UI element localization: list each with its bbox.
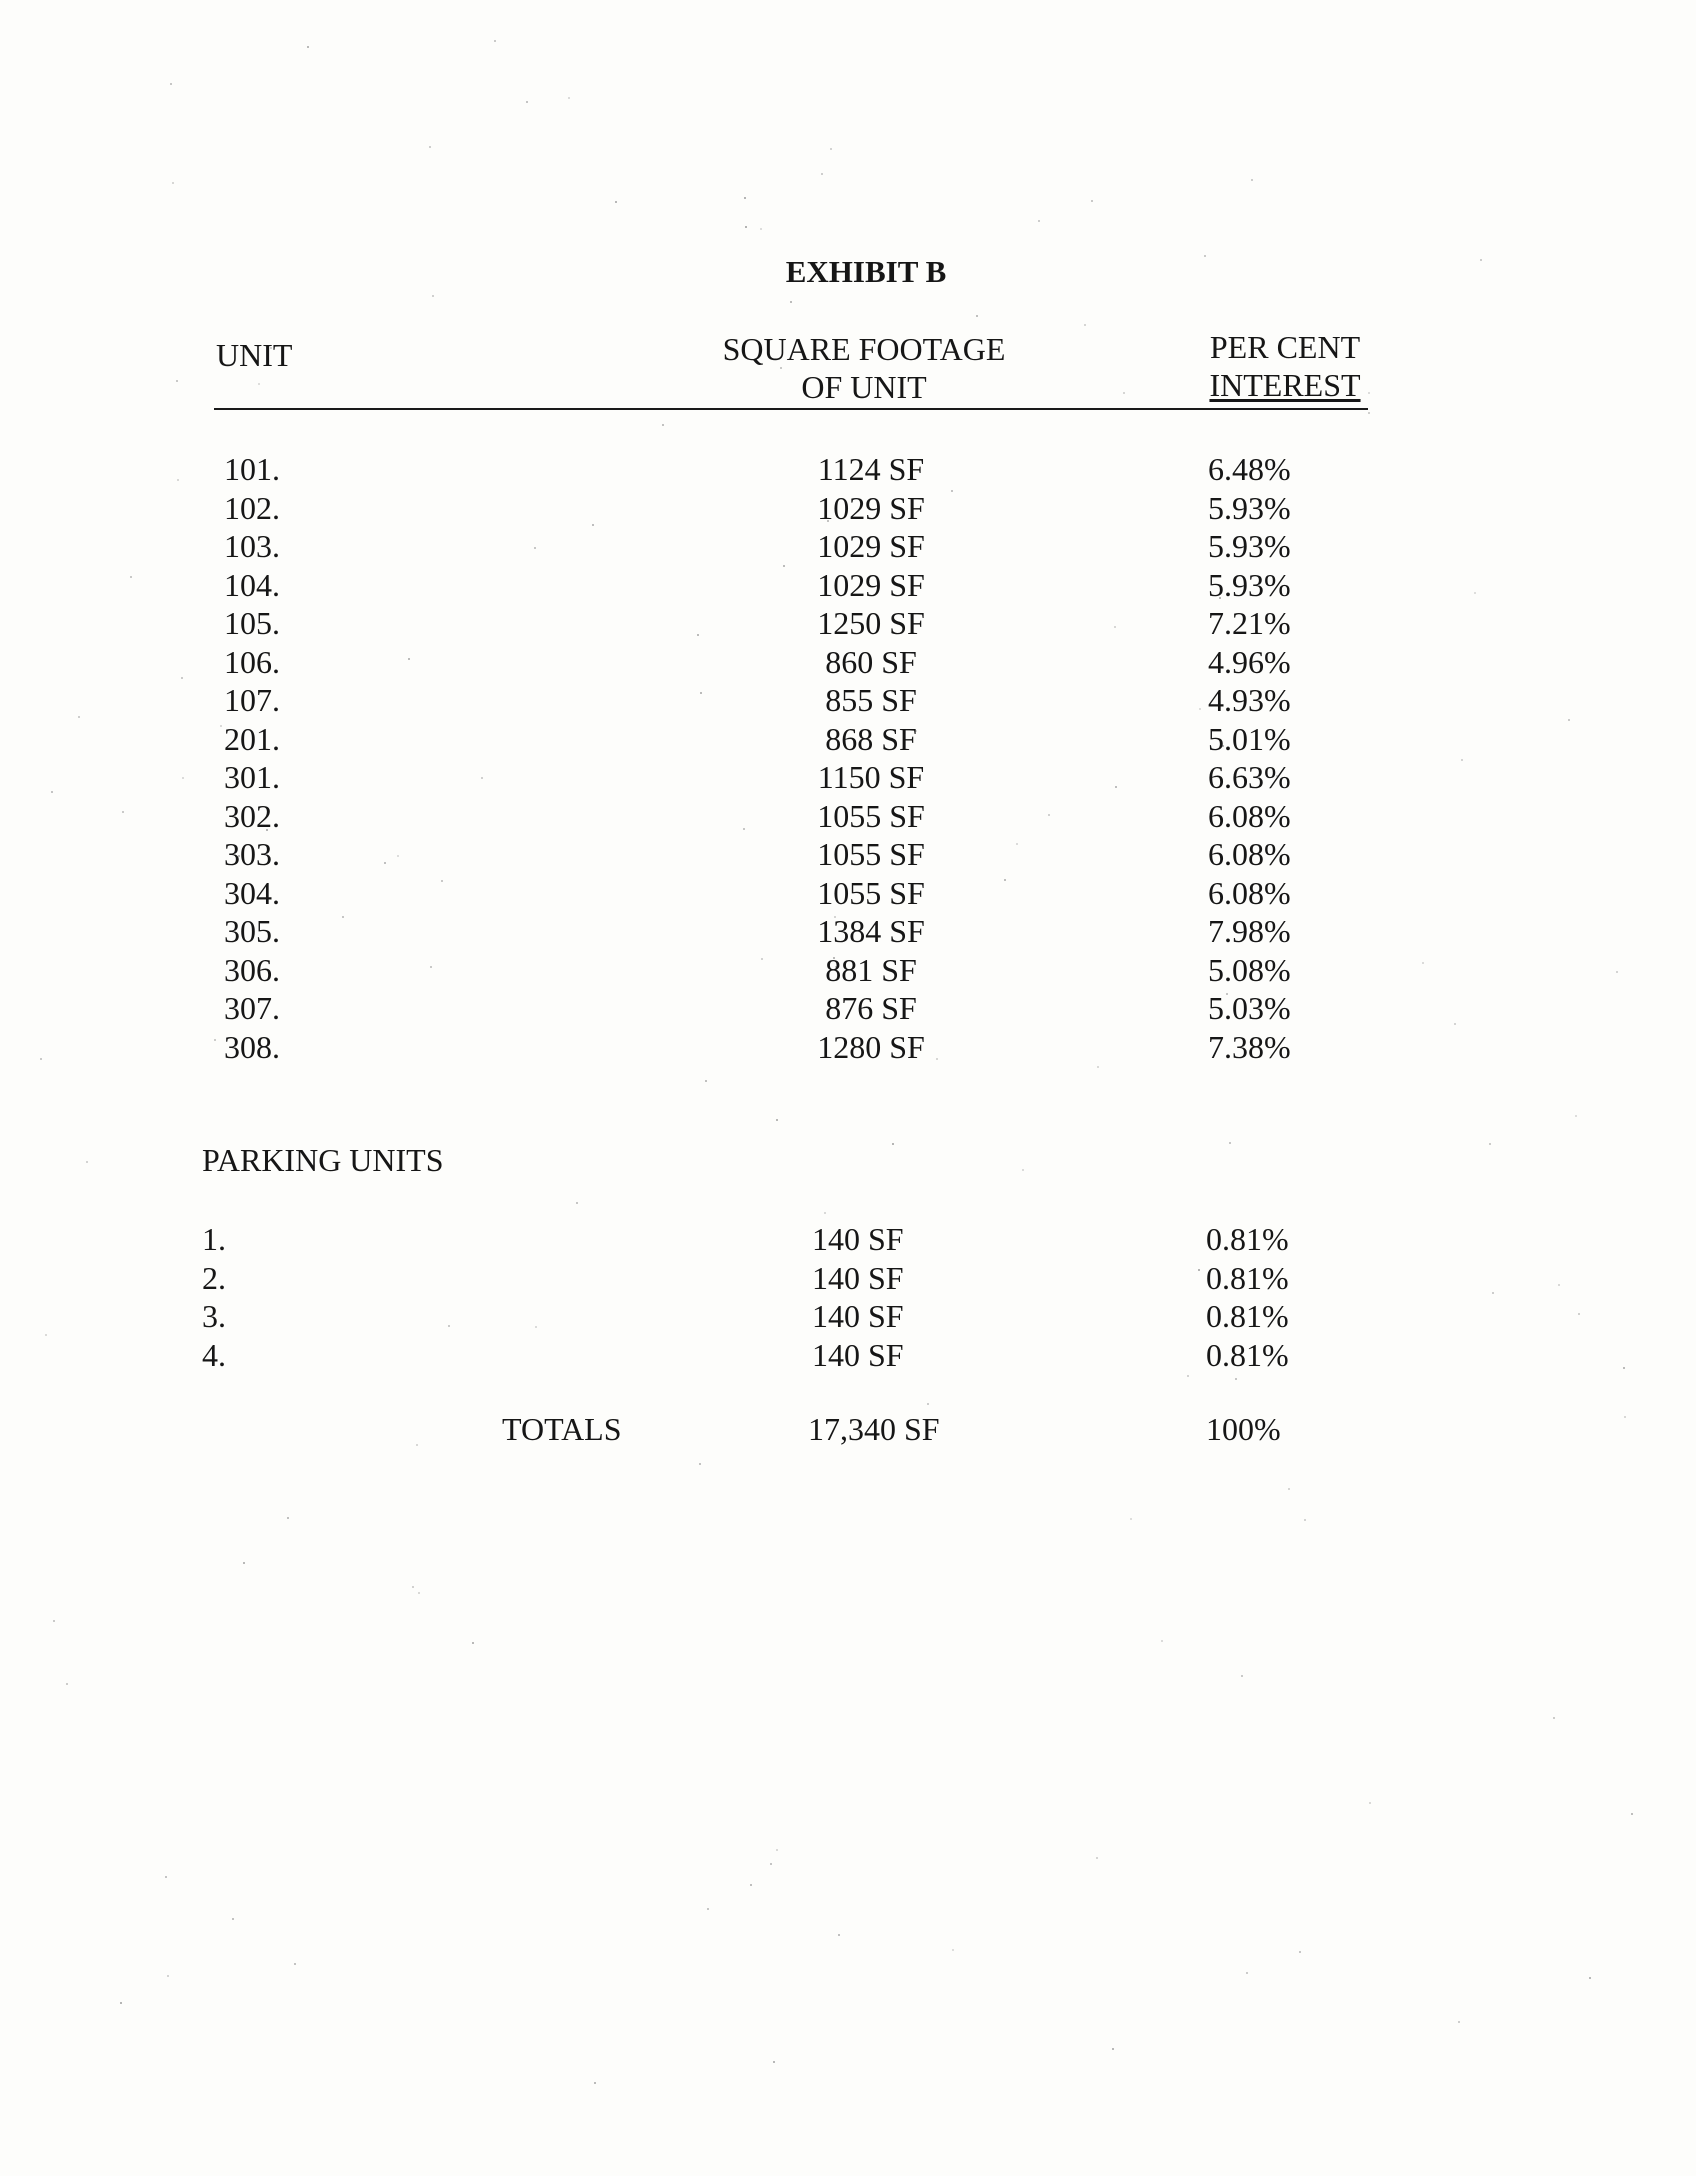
unit-square-footage: 855 SF: [825, 682, 917, 718]
header-square-footage-line1: SQUARE FOOTAGE: [722, 331, 1006, 367]
parking-units-title: PARKING UNITS: [202, 1142, 444, 1178]
scan-speck: [258, 383, 260, 385]
scan-speck: [526, 101, 528, 103]
scan-speck: [172, 182, 174, 184]
scan-speck: [1130, 1518, 1132, 1520]
table-row: [0, 489, 1696, 527]
scan-speck: [1112, 2048, 1114, 2050]
unit-number: 101.: [224, 451, 280, 487]
table-row: [0, 951, 1696, 989]
parking-square-footage: 140 SF: [812, 1221, 904, 1257]
unit-percent-interest: 5.03%: [1208, 990, 1291, 1026]
header-percent-interest: [1200, 328, 1370, 404]
unit-square-footage: 868 SF: [825, 720, 917, 757]
table-row: [0, 681, 1696, 719]
unit-percent-interest: 6.08%: [1208, 874, 1291, 911]
unit-number: 201.: [224, 720, 280, 757]
scan-speck: [1458, 2021, 1460, 2023]
unit-percent-interest: 5.93%: [1208, 528, 1291, 564]
scan-speck: [494, 40, 496, 42]
scan-speck: [170, 83, 172, 85]
scan-speck: [1299, 1951, 1301, 1953]
scan-speck: [750, 1884, 752, 1886]
table-row: [0, 643, 1696, 681]
unit-square-footage: 860 SF: [825, 643, 917, 680]
table-row: [0, 1028, 1696, 1066]
table-row: [0, 720, 1696, 758]
scan-speck: [838, 1934, 840, 1936]
scan-speck: [705, 1080, 707, 1082]
scan-speck: [472, 1642, 474, 1644]
scan-speck: [662, 424, 664, 426]
unit-number: 308.: [224, 1028, 280, 1065]
exhibit-title-text: EXHIBIT B: [785, 254, 947, 289]
scan-speck: [776, 1119, 778, 1121]
unit-number: 305.: [224, 913, 280, 949]
parking-unit-number: 2.: [202, 1259, 226, 1296]
scan-speck: [418, 1592, 420, 1594]
parking-square-footage: 140 SF: [812, 1298, 904, 1334]
unit-square-footage: 1150 SF: [817, 759, 925, 795]
table-row: [0, 527, 1696, 565]
unit-number: 301.: [224, 759, 280, 795]
scan-speck: [699, 1463, 701, 1465]
table-row: [0, 604, 1696, 642]
scan-speck: [1589, 1977, 1591, 1979]
unit-percent-interest: 6.08%: [1208, 836, 1291, 872]
scan-speck: [1123, 392, 1125, 394]
scan-speck: [744, 197, 746, 199]
totals-label: TOTALS: [502, 1411, 622, 1447]
unit-number: 107.: [224, 682, 280, 718]
unit-number: 105.: [224, 605, 280, 641]
scan-speck: [1241, 1675, 1243, 1677]
totals-row: [0, 1410, 1696, 1448]
scan-speck: [429, 146, 431, 148]
scan-speck: [53, 1620, 55, 1622]
unit-percent-interest: 5.01%: [1208, 720, 1291, 757]
scan-speck: [1631, 1813, 1633, 1815]
unit-square-footage: 1124 SF: [817, 451, 925, 487]
unit-square-footage: 1029 SF: [817, 528, 925, 564]
scan-speck: [1288, 1488, 1290, 1490]
header-percent-interest-line2: INTEREST: [1209, 367, 1361, 403]
scan-speck: [1038, 220, 1040, 222]
unit-square-footage: 1055 SF: [817, 874, 925, 911]
unit-percent-interest: 7.21%: [1208, 605, 1291, 641]
scan-speck: [821, 173, 823, 175]
scan-speck: [952, 1949, 954, 1951]
scan-speck: [745, 226, 747, 228]
unit-percent-interest: 5.93%: [1208, 566, 1291, 603]
unit-percent-interest: 4.96%: [1208, 643, 1291, 680]
scan-speck: [770, 1863, 772, 1865]
table-row: [0, 1220, 1696, 1258]
table-row: [0, 797, 1696, 835]
scan-speck: [120, 2002, 122, 2004]
scan-speck: [707, 1908, 709, 1910]
scan-speck: [412, 1586, 414, 1588]
scan-speck: [294, 1963, 296, 1965]
parking-percent-interest: 0.81%: [1206, 1259, 1289, 1296]
unit-percent-interest: 6.63%: [1208, 759, 1291, 795]
unit-number: 106.: [224, 643, 280, 680]
header-unit: UNIT: [216, 337, 293, 373]
table-row: [0, 758, 1696, 796]
unit-square-footage: 1250 SF: [817, 605, 925, 641]
totals-percent: 100%: [1206, 1411, 1281, 1447]
header-percent-interest-line1: PER CENT: [1209, 329, 1361, 365]
unit-square-footage: 1055 SF: [817, 836, 925, 872]
scan-speck: [1096, 1857, 1098, 1859]
scan-speck: [790, 301, 792, 303]
totals-square-footage: 17,340 SF: [808, 1411, 940, 1447]
scan-speck: [86, 1161, 88, 1163]
scan-speck: [1097, 1066, 1099, 1068]
parking-square-footage: 140 SF: [812, 1336, 904, 1373]
scan-speck: [66, 1683, 68, 1685]
scan-speck: [1161, 1640, 1163, 1642]
scan-speck: [1251, 179, 1253, 181]
unit-number: 304.: [224, 874, 280, 911]
scan-speck: [1489, 1143, 1491, 1145]
scan-speck: [1575, 1115, 1577, 1117]
unit-square-footage: 1029 SF: [817, 566, 925, 603]
scan-speck: [1084, 324, 1086, 326]
unit-square-footage: 1384 SF: [817, 913, 925, 949]
unit-number: 306.: [224, 951, 280, 988]
scan-speck: [773, 2061, 775, 2063]
scan-speck: [165, 1876, 167, 1878]
table-row: [0, 989, 1696, 1027]
scan-speck: [576, 1202, 578, 1204]
scan-speck: [892, 1143, 894, 1145]
unit-percent-interest: 4.93%: [1208, 682, 1291, 718]
scan-speck: [1304, 1519, 1306, 1521]
unit-square-footage: 876 SF: [825, 990, 917, 1026]
scan-speck: [776, 1849, 778, 1851]
parking-square-footage: 140 SF: [812, 1259, 904, 1296]
unit-square-footage: 1280 SF: [817, 1028, 925, 1065]
scan-speck: [307, 46, 309, 48]
parking-percent-interest: 0.81%: [1206, 1221, 1289, 1257]
unit-number: 102.: [224, 489, 280, 526]
scan-speck: [615, 201, 617, 203]
scan-speck: [1091, 200, 1093, 202]
unit-percent-interest: 5.08%: [1208, 951, 1291, 988]
table-row: [0, 835, 1696, 873]
scan-speck: [830, 148, 832, 150]
table-row: [0, 450, 1696, 488]
table-row: [0, 1297, 1696, 1335]
scan-speck: [1369, 1802, 1371, 1804]
table-row: [0, 1259, 1696, 1297]
scan-speck: [824, 1212, 826, 1214]
parking-percent-interest: 0.81%: [1206, 1298, 1289, 1334]
scan-speck: [1368, 412, 1370, 414]
scan-speck: [1229, 1142, 1231, 1144]
unit-number: 303.: [224, 836, 280, 872]
scan-speck: [243, 1562, 245, 1564]
scan-speck: [594, 2082, 596, 2084]
unit-square-footage: 1055 SF: [817, 797, 925, 834]
unit-number: 103.: [224, 528, 280, 564]
table-row: [0, 912, 1696, 950]
scan-speck: [1235, 1378, 1237, 1380]
scan-speck: [432, 295, 434, 297]
scan-speck: [1246, 1972, 1248, 1974]
scan-speck: [232, 1918, 234, 1920]
parking-percent-interest: 0.81%: [1206, 1336, 1289, 1373]
scan-speck: [760, 228, 762, 230]
unit-number: 307.: [224, 990, 280, 1026]
scan-speck: [1187, 1375, 1189, 1377]
header-square-footage-line2: OF UNIT: [801, 369, 927, 405]
parking-unit-number: 1.: [202, 1221, 226, 1257]
unit-square-footage: 1029 SF: [817, 489, 925, 526]
exhibit-title: [0, 254, 1696, 290]
scan-speck: [167, 1975, 169, 1977]
scan-speck: [568, 97, 570, 99]
unit-percent-interest: 6.08%: [1208, 797, 1291, 834]
unit-number: 302.: [224, 797, 280, 834]
parking-unit-number: 3.: [202, 1298, 226, 1334]
unit-number: 104.: [224, 566, 280, 603]
scan-speck: [287, 1517, 289, 1519]
unit-percent-interest: 6.48%: [1208, 451, 1291, 487]
header-square-footage: [714, 330, 1014, 406]
unit-percent-interest: 7.98%: [1208, 913, 1291, 949]
scan-speck: [976, 315, 978, 317]
table-row: [0, 874, 1696, 912]
scan-speck: [1553, 1717, 1555, 1719]
scan-speck: [1022, 1169, 1024, 1171]
table-row: [0, 566, 1696, 604]
unit-percent-interest: 5.93%: [1208, 489, 1291, 526]
table-row: [0, 1336, 1696, 1374]
header-rule: [214, 408, 1368, 410]
scan-speck: [176, 380, 178, 382]
unit-percent-interest: 7.38%: [1208, 1028, 1291, 1065]
scan-speck: [927, 1403, 929, 1405]
unit-square-footage: 881 SF: [825, 951, 917, 988]
parking-unit-number: 4.: [202, 1336, 226, 1373]
